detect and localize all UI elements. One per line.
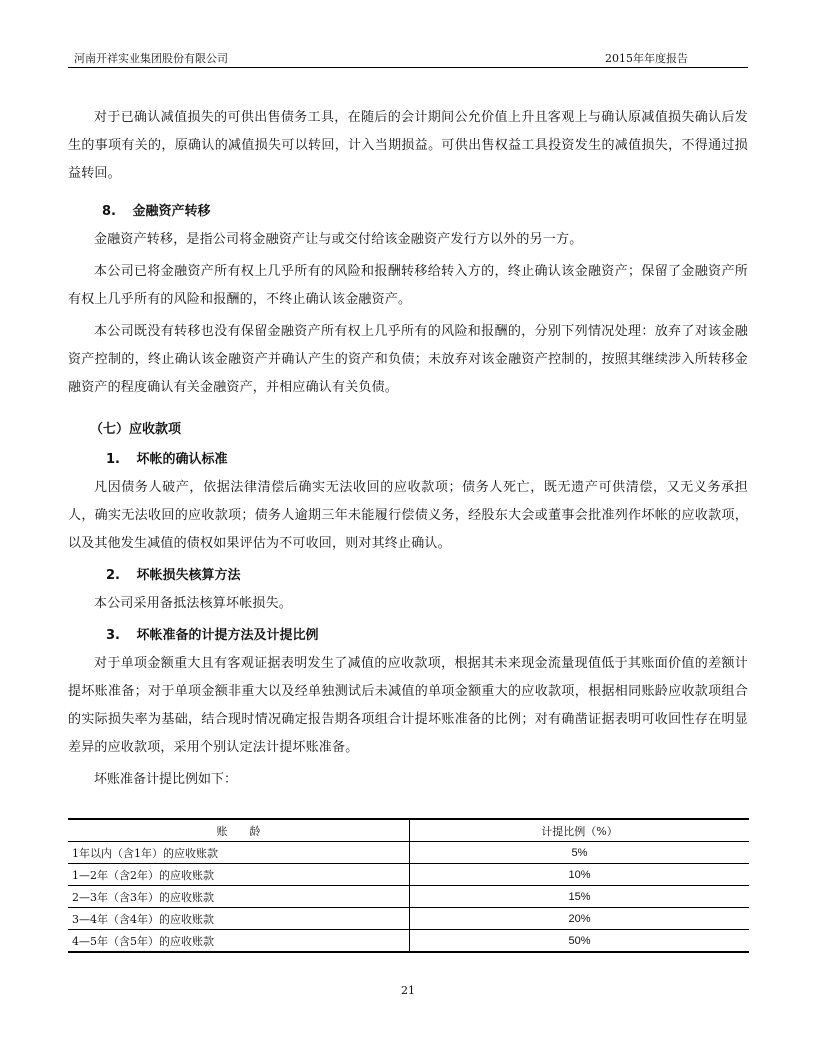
subsection-1-heading (68, 446, 748, 474)
page-header (68, 49, 748, 68)
subsection-3-heading (68, 622, 748, 650)
table-cell-rate: 15% (410, 886, 750, 908)
table-cell-rate: 50% (410, 930, 750, 953)
subsection-3-number: 3. (106, 628, 120, 643)
section-8-paragraph-2: 本公司已将金融资产所有权上几乎所有的风险和报酬转移给转入方的，终止确认该金融资产；保留了金融资产所有权上几乎所有的风险和报酬的，不终止确认该金融资产。 (68, 264, 748, 307)
header-report-title: 2015年年度报告 (605, 52, 688, 65)
subsection-2-number: 2. (106, 568, 120, 583)
paragraph-impairment-reversal: 对于已确认减值损失的可供出售债务工具，在随后的会计期间公允价值上升且客观上与确认原减值损失确认后发生的事项有关的，原确认的减值损失可以转回，计入当期损益。可供出售权益工具投资发生的减值损失，不得通过损益转回。 (68, 110, 748, 181)
table-cell-rate: 20% (410, 908, 750, 930)
section-8-heading (68, 198, 748, 226)
table-cell-rate: 10% (410, 864, 750, 886)
subsection-3-title: 坏帐准备的计提方法及计提比例 (136, 628, 319, 643)
table-header-age: 账 龄 (68, 819, 410, 842)
table-cell-rate: 5% (410, 842, 750, 864)
table-cell-age: 3—4年（含4年）的应收账款 (68, 908, 410, 930)
subsection-1-title: 坏帐的确认标准 (136, 452, 228, 467)
header-company-name: 河南开祥实业集团股份有限公司 (74, 52, 228, 65)
page-number: 21 (401, 984, 415, 997)
section-8-paragraph-3: 本公司既没有转移也没有保留金融资产所有权上几乎所有的风险和报酬的，分别下列情况处理：放弃了对该金融资产控制的，终止确认该金融资产并确认产生的资产和负债；未放弃对该金融资产控制的，按照其继续涉入所转移金融资产的程度确认有关金融资产，并相应确认有关负债。 (68, 324, 748, 395)
table-row (68, 930, 749, 953)
table-header-rate: 计提比例（%） (410, 819, 750, 842)
bad-debt-ratio-table (68, 818, 749, 953)
subsection-2-paragraph: 本公司采用备抵法核算坏帐损失。 (94, 596, 293, 611)
subsection-2-title: 坏帐损失核算方法 (136, 568, 241, 583)
table-lead-text: 坏账准备计提比例如下： (94, 772, 238, 787)
table-cell-age: 4—5年（含5年）的应收账款 (68, 930, 410, 953)
table-row (68, 886, 749, 908)
section-7-heading: （七）应收款项 (90, 422, 182, 437)
subsection-1-paragraph: 凡因债务人破产，依据法律清偿后确实无法收回的应收款项；债务人死亡，既无遗产可供清偿，又无义务承担人，确实无法收回的应收款项；债务人逾期三年未能履行偿债义务，经股东大会或董事会批准列作坏帐的应收款项，以及其他发生减值的债权如果评估为不可收回，则对其终止确认。 (68, 480, 748, 551)
table-cell-age: 1—2年（含2年）的应收账款 (68, 864, 410, 886)
table-cell-age: 1年以内（含1年）的应收账款 (68, 842, 410, 864)
subsection-3-paragraph: 对于单项金额重大且有客观证据表明发生了减值的应收款项，根据其未来现金流量现值低于其账面价值的差额计提坏账准备；对于单项金额非重大以及经单独测试后未减值的单项金额重大的应收款项，根据相同账龄应收款项组合的实际损失率为基础，结合现时情况确定报告期各项组合计提坏账准备的比例；对有确凿证据表明可收回性存在明显差异的应收款项，采用个别认定法计提坏账准备。 (68, 656, 748, 755)
section-8-paragraph-1: 金融资产转移，是指公司将金融资产让与或交付给该金融资产发行方以外的另一方。 (94, 232, 583, 247)
section-8-number: 8. (102, 204, 116, 219)
table-row (68, 908, 749, 930)
main-content (68, 104, 748, 794)
section-8-title: 金融资产转移 (132, 204, 211, 219)
table-row (68, 842, 749, 864)
table-header-row (68, 819, 749, 842)
subsection-2-heading (68, 562, 748, 590)
table-cell-age: 2—3年（含3年）的应收账款 (68, 886, 410, 908)
subsection-1-number: 1. (106, 452, 120, 467)
table-row (68, 864, 749, 886)
